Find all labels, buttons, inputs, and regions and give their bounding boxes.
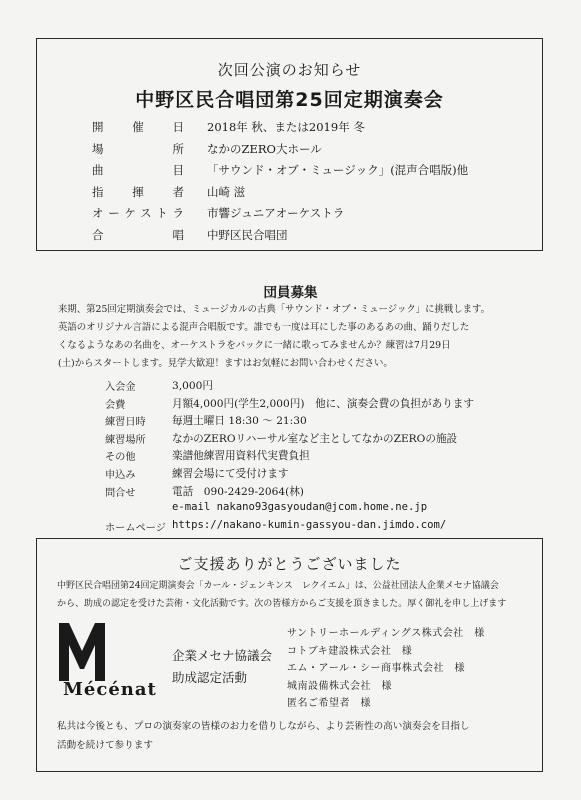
recruit-label: 練習日時 [105, 417, 146, 429]
sponsor-list [287, 625, 485, 713]
support-description [57, 577, 506, 613]
recruit-label: 申込み [105, 469, 136, 481]
detail-label: 場所 [92, 141, 184, 156]
mecenat-logo [57, 619, 157, 699]
recruit-intro [58, 301, 490, 373]
detail-label: 指揮者 [92, 184, 184, 199]
intro-line: くなるようなあの名曲を、オーケストラをバックに一緒に歌ってみませんか？練習は7月29日 [58, 340, 451, 351]
closing-line: 活動を続けて参ります [57, 740, 153, 751]
recruit-label: 会費 [105, 399, 126, 411]
detail-value: 中野区民合唱団 [207, 227, 288, 242]
detail-value: なかのZERO大ホール [207, 141, 322, 156]
recruit-label: 練習場所 [105, 434, 146, 446]
recruit-heading: 団員募集 [263, 285, 318, 301]
detail-label: 合唱 [92, 227, 184, 242]
mecenat-label [172, 645, 272, 689]
detail-label: 曲目 [92, 163, 184, 177]
sponsor-item: 城南設備株式会社 様 [287, 680, 392, 692]
intro-line: (土)からスタートします。見学大歓迎！ますはお気軽にお問い合わせください。 [58, 358, 393, 369]
mecenat-label-line: 助成認定活動 [172, 670, 248, 685]
recruit-label: 問合せ [105, 487, 136, 499]
contact-phone: 電話 090-2429-2064(林) [172, 485, 304, 498]
closing-message [57, 717, 470, 755]
notice-heading: 次回公演のお知らせ [217, 61, 362, 79]
sponsor-item: エム・アール・シー商事株式会社 様 [287, 663, 465, 674]
contact-email: e-mail nakano93gasyoudan@jcom.home.ne.jp [172, 501, 428, 514]
detail-value: 山崎 滋 [207, 184, 246, 199]
mecenat-m-icon [57, 619, 107, 681]
recruit-label: その他 [105, 452, 136, 464]
mecenat-label-line: 企業メセナ協議会 [172, 648, 273, 663]
mecenat-wordmark: Mécénat [63, 679, 157, 700]
homepage-url: https://nakano-kumin-gassyou-dan.jimdo.com/ [172, 518, 447, 531]
sponsor-item: 匿名ご希望者 様 [287, 698, 371, 709]
detail-label: 開催日 [92, 120, 184, 134]
recruit-value: 毎週土曜日 18:30 ～ 21:30 [172, 415, 307, 428]
recruit-value: 練習会場にて受付けます [172, 467, 289, 480]
recruit-value: 月額4,000円(学生2,000円) 他に、演奏会費の負担があります [172, 397, 474, 410]
concert-notice-box [36, 38, 543, 251]
sponsor-item: コトブキ建設株式会社 様 [287, 645, 413, 657]
recruit-value: 3,000円 [172, 380, 213, 392]
recruit-label: ホームページ [105, 522, 166, 534]
intro-line: 英語のオリジナル言語による混声合唱版です。誰でも一度は耳にした事のあるあの曲、踊りだした [58, 322, 470, 333]
sponsor-item: サントリーホールディングス株式会社 様 [287, 628, 485, 639]
detail-value: 「サウンド・オブ・ミュージック」(混声合唱版)他 [207, 163, 469, 177]
recruit-label: 入会金 [105, 382, 136, 393]
detail-label: オーケストラ [92, 206, 184, 220]
recruit-value: なかのZEROリハーサル室など主としてなかのZEROの施設 [172, 432, 458, 445]
support-line: から、助成の認定を受けた芸術・文化活動です。次の皆様方からご支援を頂きました。厚く御礼を申し上げます [57, 599, 507, 609]
support-line: 中野区民合唱団第24回定期演奏会「カール・ジェンキンス レクイエム」は、公益社団法人企業メセナ協議会 [57, 581, 499, 591]
recruit-value: 楽譜他練習用資料代実費負担 [172, 450, 310, 463]
concert-title: 中野区民合唱団第25回定期演奏会 [135, 89, 444, 111]
support-heading: ご支援ありがとうございました [177, 555, 402, 573]
closing-line: 私共は今後とも、プロの演奏家の皆様のお力を借りしながら、より芸術性の高い演奏会を目指し [57, 721, 470, 732]
intro-line: 来期、第25回定期演奏会では、ミュージカルの古典「サウンド・オブ・ミュージック」に挑戦します。 [58, 304, 491, 315]
support-box [36, 538, 543, 772]
detail-value: 市響ジュニアオーケストラ [207, 206, 345, 220]
detail-value: 2018年 秋、または2019年 冬 [207, 120, 365, 134]
